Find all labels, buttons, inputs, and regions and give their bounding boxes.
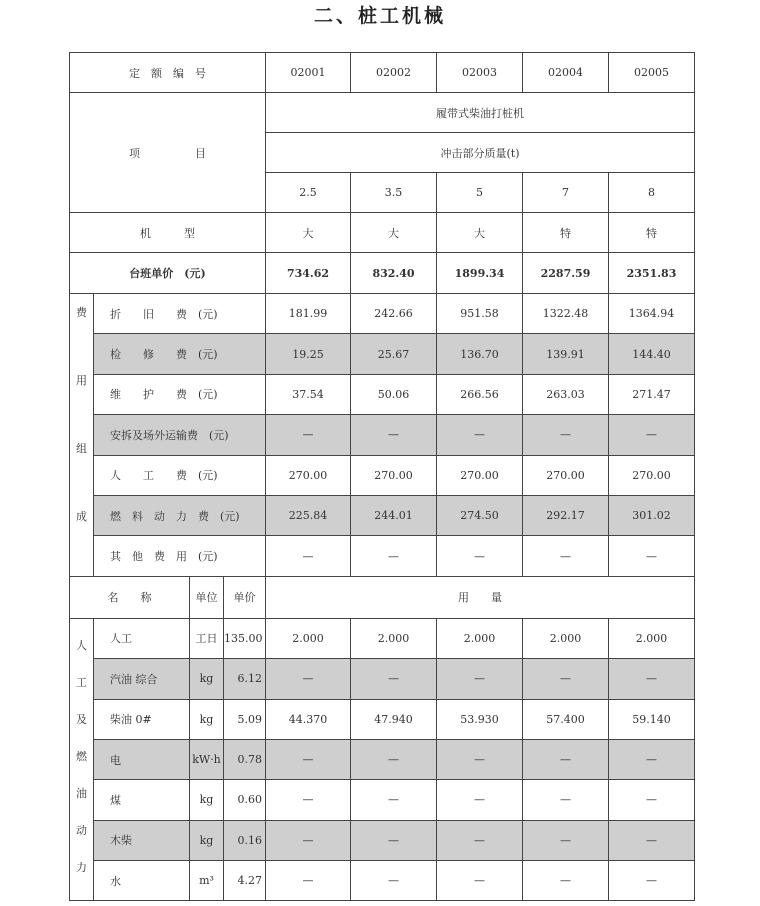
resource-group-char: 工 <box>76 675 87 689</box>
model-value: 大 <box>437 213 523 253</box>
resource-name: 木柴 <box>94 820 190 860</box>
resource-usage-value: — <box>437 820 523 860</box>
cost-value: 263.03 <box>523 374 609 414</box>
resource-usage-value: — <box>266 780 351 820</box>
cost-value: 270.00 <box>437 455 523 495</box>
resource-usage-value: 44.370 <box>266 699 351 739</box>
resource-usage-value: — <box>351 820 437 860</box>
resource-price: 0.60 <box>224 780 266 820</box>
resource-group-char: 燃 <box>76 749 87 763</box>
cost-value: — <box>609 536 695 576</box>
cost-value: 1322.48 <box>523 294 609 334</box>
cost-label: 折 旧 费 (元) <box>94 294 266 334</box>
cost-value: — <box>351 415 437 455</box>
resource-usage-value: 2.000 <box>437 618 523 658</box>
resource-unit-header: 单位 <box>190 576 224 618</box>
resource-usage-value: 2.000 <box>609 618 695 658</box>
cost-value: — <box>437 415 523 455</box>
shift-price-value: 2287.59 <box>523 253 609 294</box>
machine-cost-table <box>69 52 695 901</box>
cost-value: 301.02 <box>609 495 695 535</box>
cost-value: — <box>437 536 523 576</box>
resource-price: 0.16 <box>224 820 266 860</box>
resource-usage-value: — <box>351 659 437 699</box>
cost-value: 270.00 <box>523 455 609 495</box>
resource-usage-value: 53.930 <box>437 699 523 739</box>
resource-usage-value: — <box>437 659 523 699</box>
resource-name-header: 名 称 <box>70 576 190 618</box>
model-value: 特 <box>523 213 609 253</box>
cost-label: 安拆及场外运输费 (元) <box>94 415 266 455</box>
resource-name: 煤 <box>94 780 190 820</box>
table-row <box>70 861 695 901</box>
cost-group-char: 组 <box>76 442 87 455</box>
resource-usage-value: 59.140 <box>609 699 695 739</box>
code-value: 02002 <box>351 53 437 93</box>
resource-group-char: 及 <box>76 712 87 726</box>
model-label: 机 型 <box>70 213 266 253</box>
cost-value: — <box>266 415 351 455</box>
table-row <box>70 213 695 253</box>
resource-usage-value: — <box>266 861 351 901</box>
resource-usage-value: — <box>437 861 523 901</box>
cost-value: — <box>523 415 609 455</box>
cost-value: 242.66 <box>351 294 437 334</box>
cost-value: 1364.94 <box>609 294 695 334</box>
code-value: 02004 <box>523 53 609 93</box>
code-value: 02003 <box>437 53 523 93</box>
resource-unit: kg <box>190 780 224 820</box>
resource-usage-value: — <box>437 780 523 820</box>
resource-usage-value: — <box>523 739 609 779</box>
cost-value: 37.54 <box>266 374 351 414</box>
resource-usage-value: 2.000 <box>351 618 437 658</box>
resource-unit: kg <box>190 699 224 739</box>
cost-value: 270.00 <box>266 455 351 495</box>
cost-group-char: 费 <box>76 306 87 319</box>
cost-value: 225.84 <box>266 495 351 535</box>
cost-value: — <box>523 536 609 576</box>
table-row <box>70 618 695 658</box>
cost-value: 266.56 <box>437 374 523 414</box>
machine-name: 履带式柴油打桩机 <box>266 93 695 133</box>
resource-usage-value: — <box>523 659 609 699</box>
shift-price-value: 1899.34 <box>437 253 523 294</box>
shift-price-value: 832.40 <box>351 253 437 294</box>
code-label: 定 额 编 号 <box>70 53 266 93</box>
resource-usage-value: — <box>523 780 609 820</box>
table-row <box>70 455 695 495</box>
resource-price: 4.27 <box>224 861 266 901</box>
cost-label: 维 护 费 (元) <box>94 374 266 414</box>
resource-unit: kW·h <box>190 739 224 779</box>
resource-price: 6.12 <box>224 659 266 699</box>
table-row <box>70 253 695 294</box>
cost-value: — <box>266 536 351 576</box>
resource-usage-value: 47.940 <box>351 699 437 739</box>
param-name: 冲击部分质量(t) <box>266 133 695 173</box>
cost-value: 136.70 <box>437 334 523 374</box>
page-title: 二、桩工机械 <box>313 5 446 27</box>
resource-price-header: 单价 <box>224 576 266 618</box>
table-row <box>70 53 695 93</box>
resource-usage-value: — <box>437 739 523 779</box>
resource-name: 人工 <box>94 618 190 658</box>
param-value: 7 <box>523 173 609 213</box>
cost-value: 139.91 <box>523 334 609 374</box>
table-row <box>70 739 695 779</box>
resource-price: 0.78 <box>224 739 266 779</box>
resource-usage-value: — <box>523 861 609 901</box>
resource-unit: 工日 <box>190 618 224 658</box>
resource-usage-value: — <box>609 820 695 860</box>
resource-usage-value: — <box>266 820 351 860</box>
resource-group-char: 油 <box>76 786 87 800</box>
resource-usage-value: 57.400 <box>523 699 609 739</box>
cost-group-char: 用 <box>76 374 87 387</box>
table-row <box>70 820 695 860</box>
shift-price-value: 734.62 <box>266 253 351 294</box>
cost-value: 50.06 <box>351 374 437 414</box>
resource-unit: m³ <box>190 861 224 901</box>
cost-value: 19.25 <box>266 334 351 374</box>
table-row <box>70 415 695 455</box>
code-value: 02005 <box>609 53 695 93</box>
param-value: 8 <box>609 173 695 213</box>
resource-unit: kg <box>190 659 224 699</box>
cost-value: — <box>351 536 437 576</box>
table-row <box>70 495 695 535</box>
model-value: 大 <box>351 213 437 253</box>
model-value: 特 <box>609 213 695 253</box>
resource-usage-value: — <box>523 820 609 860</box>
resource-price: 5.09 <box>224 699 266 739</box>
cost-group-char: 成 <box>76 510 87 523</box>
cost-value: 292.17 <box>523 495 609 535</box>
cost-label: 燃 料 动 力 费 (元) <box>94 495 266 535</box>
table-row <box>70 659 695 699</box>
model-value: 大 <box>266 213 351 253</box>
cost-value: 270.00 <box>609 455 695 495</box>
resource-name: 电 <box>94 739 190 779</box>
param-value: 3.5 <box>351 173 437 213</box>
resource-name: 水 <box>94 861 190 901</box>
resource-usage-header: 用 量 <box>266 576 695 618</box>
resource-usage-value: — <box>351 739 437 779</box>
resource-unit: kg <box>190 820 224 860</box>
table-row <box>70 536 695 576</box>
table-row <box>70 576 695 618</box>
resource-group-char: 力 <box>76 860 87 874</box>
resource-group-label <box>70 618 94 901</box>
resource-usage-value: — <box>266 659 351 699</box>
cost-value: 274.50 <box>437 495 523 535</box>
item-label: 项 目 <box>70 93 266 213</box>
resource-usage-value: 2.000 <box>266 618 351 658</box>
resource-name: 汽油 综合 <box>94 659 190 699</box>
param-value: 5 <box>437 173 523 213</box>
table-row <box>70 780 695 820</box>
resource-group-char: 人 <box>76 638 87 652</box>
cost-value: 951.58 <box>437 294 523 334</box>
table-row <box>70 699 695 739</box>
table-row <box>70 294 695 334</box>
code-value: 02001 <box>266 53 351 93</box>
resource-usage-value: — <box>609 659 695 699</box>
cost-label: 人 工 费 (元) <box>94 455 266 495</box>
resource-price: 135.00 <box>224 618 266 658</box>
cost-value: 144.40 <box>609 334 695 374</box>
cost-value: — <box>609 415 695 455</box>
cost-label: 其 他 费 用 (元) <box>94 536 266 576</box>
resource-usage-value: 2.000 <box>523 618 609 658</box>
resource-usage-value: — <box>609 780 695 820</box>
resource-usage-value: — <box>609 739 695 779</box>
resource-usage-value: — <box>351 861 437 901</box>
table-row <box>70 93 695 133</box>
cost-value: 271.47 <box>609 374 695 414</box>
cost-value: 25.67 <box>351 334 437 374</box>
cost-label: 检 修 费 (元) <box>94 334 266 374</box>
param-value: 2.5 <box>266 173 351 213</box>
resource-name: 柴油 0# <box>94 699 190 739</box>
resource-usage-value: — <box>266 739 351 779</box>
table-row <box>70 374 695 414</box>
table-row <box>70 334 695 374</box>
resource-usage-value: — <box>351 780 437 820</box>
cost-group-label <box>70 294 94 577</box>
shift-price-label: 台班单价 (元) <box>70 253 266 294</box>
shift-price-value: 2351.83 <box>609 253 695 294</box>
cost-value: 244.01 <box>351 495 437 535</box>
cost-value: 270.00 <box>351 455 437 495</box>
cost-value: 181.99 <box>266 294 351 334</box>
resource-usage-value: — <box>609 861 695 901</box>
resource-group-char: 动 <box>76 823 87 837</box>
